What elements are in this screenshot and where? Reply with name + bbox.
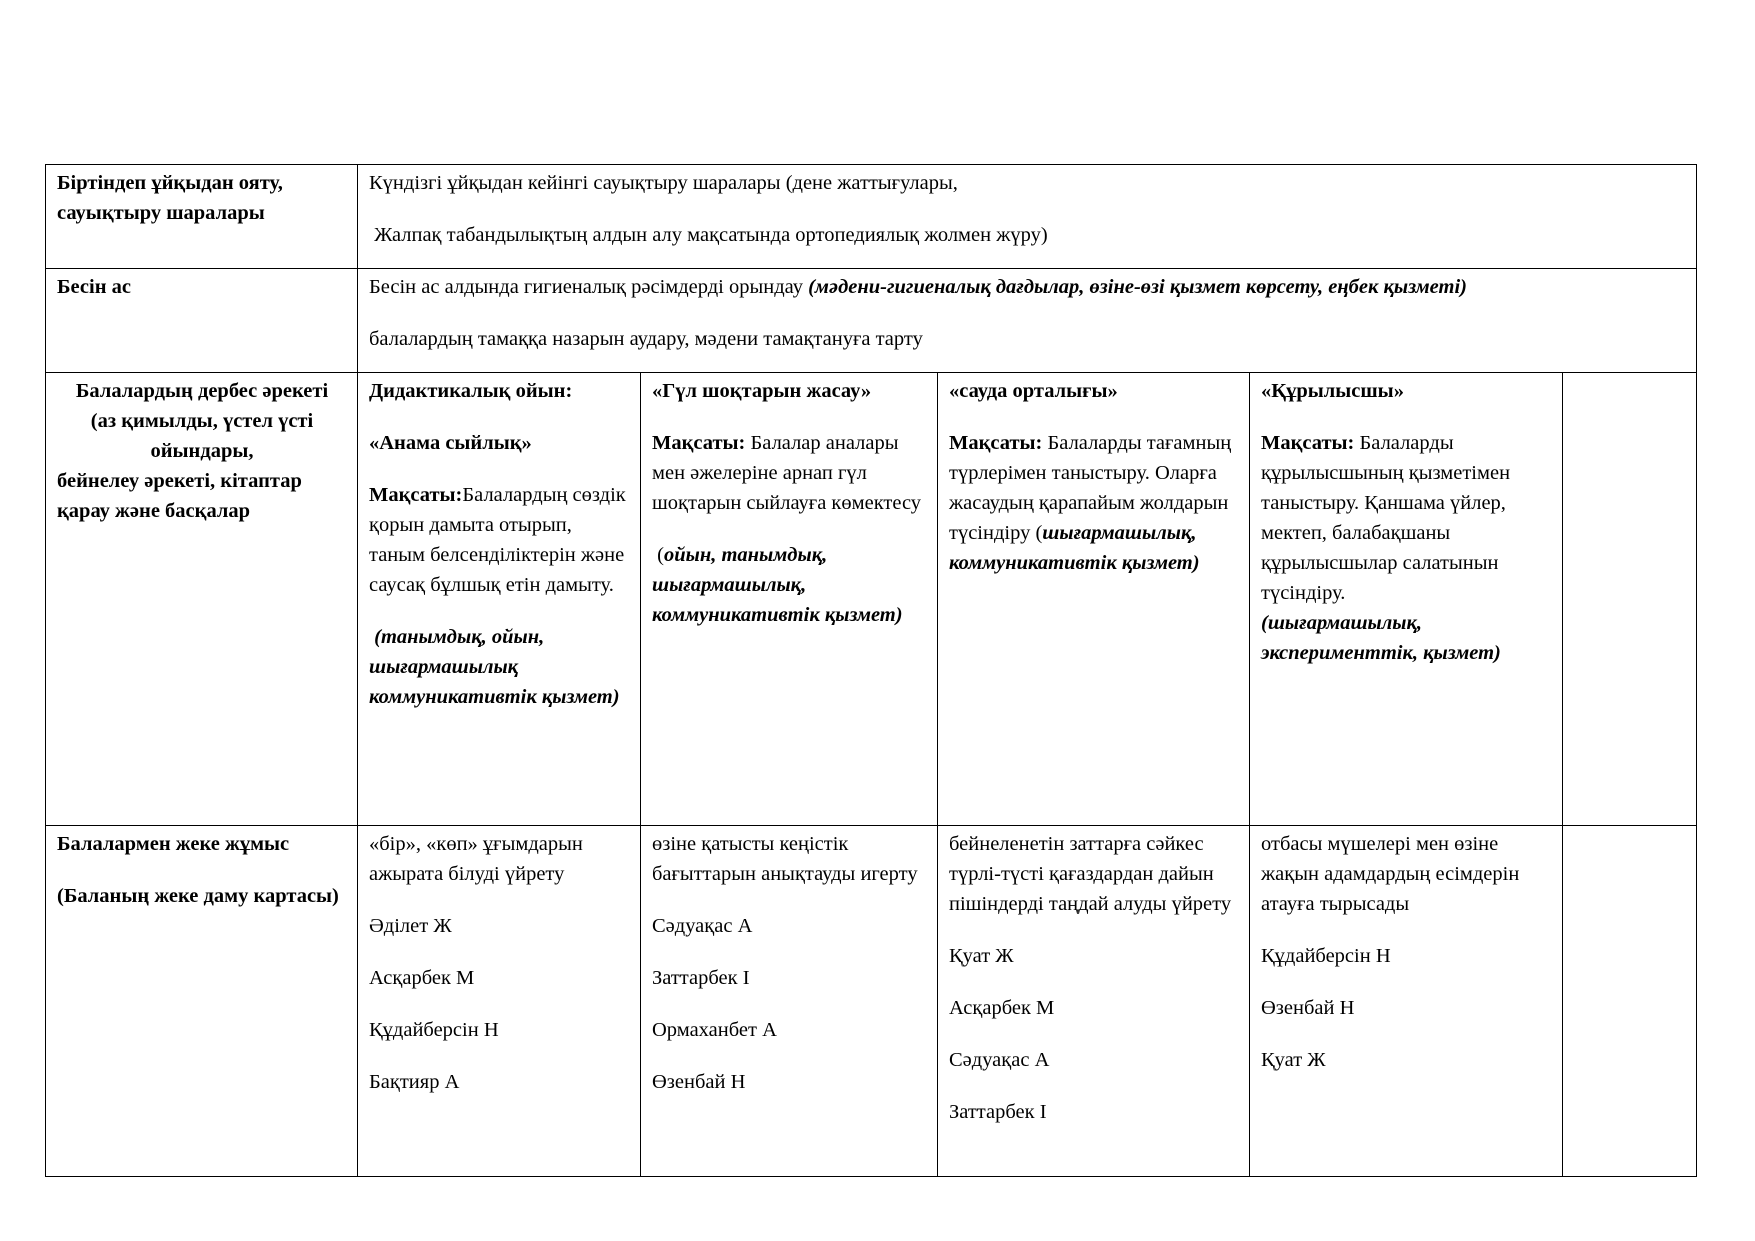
child-name: Бақтияр А xyxy=(369,1071,460,1093)
activity-title-col-4: «Құрылысшы» xyxy=(1261,380,1404,402)
wakeup-line-2: Жалпақ табандылықтың алдын алу мақсатында ортопедиялық жолмен жүру) xyxy=(369,224,1048,246)
activity-tags-prefix-col-2: ( xyxy=(652,544,664,566)
child-name: Қуат Ж xyxy=(949,945,1014,967)
row-snack xyxy=(46,269,1697,373)
individual-task-col-1: «бір», «көп» ұғымдарын ажырата білуді үйрету xyxy=(369,833,583,885)
goal-col-4 xyxy=(1261,428,1552,608)
goal-text-col-4: Балаларды құрылысшының қызметімен таныстыру. Қаншама үйлер, мектеп, балабақшаны құрылысшылар салатынын түсіндіру. xyxy=(1261,432,1511,604)
child-name: Әділет Ж xyxy=(369,915,452,937)
game-name-mother-gift: «Анама сыйлық» xyxy=(369,432,532,454)
goal-col-2 xyxy=(652,428,927,518)
snack-line-1-text: Бесін ас алдында гигиеналық рәсімдерді орындау xyxy=(369,276,809,298)
child-name: Сәдуақас А xyxy=(652,915,753,937)
child-name: Асқарбек М xyxy=(369,967,475,989)
snack-line-2: балалардың тамаққа назарын аудару, мәдени тамақтануға тарту xyxy=(369,328,923,350)
individual-label: Балалармен жеке жұмыс xyxy=(57,833,290,855)
child-name: Құдайберсін Н xyxy=(369,1019,499,1041)
row-independent-activity xyxy=(46,373,1697,826)
snack-content xyxy=(358,269,1697,373)
goal-text-col-2: Балалар аналары мен әжелеріне арнап гүл шоқтарын сыйлауға көмектесу xyxy=(652,432,922,514)
snack-line-1 xyxy=(369,272,1686,302)
activity-tags-col-1: (танымдық, ойын, шығармашылық коммуникативтік қызмет) xyxy=(369,626,620,708)
child-name: Заттарбек І xyxy=(949,1101,1047,1123)
individual-col-1 xyxy=(358,826,641,1177)
independent-label-line-2: (аз қимылды, үстел үсті ойындары, xyxy=(90,410,314,462)
activity-tags-text-col-2: ойын, танымдық, шығармашылық, коммуникативтік қызмет) xyxy=(652,544,903,626)
goal-text-col-1: Балалардың сөздік қорын дамыта отырып, таным белсенділіктерін және саусақ бұлшық етін дамыту. xyxy=(369,484,626,596)
independent-col-empty xyxy=(1563,373,1697,826)
goal-label-col-3: Мақсаты: xyxy=(949,432,1043,454)
independent-label-line-3: бейнелеу әрекеті, кітаптар қарау және басқалар xyxy=(57,470,302,522)
activity-title-col-2: «Гүл шоқтарын жасау» xyxy=(652,380,872,402)
child-name: Қуат Ж xyxy=(1261,1049,1326,1071)
didactic-game-title: Дидактикалық ойын: xyxy=(369,380,573,402)
goal-label-col-4: Мақсаты: xyxy=(1261,432,1355,454)
individual-task-col-4: отбасы мүшелері мен өзіне жақын адамдардың есімдерін атауға тырысады xyxy=(1261,833,1520,915)
child-name: Сәдуақас А xyxy=(949,1049,1050,1071)
individual-col-4 xyxy=(1250,826,1563,1177)
goal-label-col-1: Мақсаты: xyxy=(369,484,463,506)
child-name: Өзенбай Н xyxy=(652,1071,746,1093)
row-wakeup xyxy=(46,165,1697,269)
child-name: Құдайберсін Н xyxy=(1261,945,1391,967)
independent-col-2 xyxy=(641,373,938,826)
row-individual-work xyxy=(46,826,1697,1177)
row-label-independent xyxy=(46,373,358,826)
row-label-individual xyxy=(46,826,358,1177)
individual-task-col-3: бейнеленетін заттарға сәйкес түрлі-түсті қағаздардан дайын пішіндерді таңдай алуды үйрету xyxy=(949,833,1232,915)
child-name: Ормаханбет А xyxy=(652,1019,777,1041)
row-label-wakeup-text: Біртіндеп ұйқыдан ояту, сауықтыру шаралары xyxy=(57,172,283,224)
goal-text-col-3: Балаларды тағамның түрлерімен таныстыру. Оларға жасаудың қарапайым жолдарын түсіндіру ( xyxy=(949,432,1232,544)
goal-label-col-2: Мақсаты: xyxy=(652,432,746,454)
activity-tags-col-4: (шығармашылық, эксперименттік, қызмет) xyxy=(1261,612,1501,664)
row-label-wakeup xyxy=(46,165,358,269)
individual-col-2 xyxy=(641,826,938,1177)
independent-col-3 xyxy=(938,373,1250,826)
activity-tags-col-3: шығармашылық, коммуникативтік қызмет) xyxy=(949,522,1200,574)
individual-col-3 xyxy=(938,826,1250,1177)
row-label-snack-text: Бесін ас xyxy=(57,276,131,298)
individual-task-col-2: өзіне қатысты кеңістік бағыттарын анықтауды игерту xyxy=(652,833,918,885)
independent-col-4 xyxy=(1250,373,1563,826)
individual-sublabel: (Баланың жеке даму картасы) xyxy=(57,885,339,907)
activity-tags-col-2 xyxy=(652,540,927,630)
individual-col-empty xyxy=(1563,826,1697,1177)
wakeup-line-1: Күндізгі ұйқыдан кейінгі сауықтыру шаралары (дене жаттығулары, xyxy=(369,172,958,194)
child-name: Заттарбек І xyxy=(652,967,750,989)
row-label-snack xyxy=(46,269,358,373)
activity-title-col-3: «сауда орталығы» xyxy=(949,380,1118,402)
goal-col-3 xyxy=(949,428,1239,578)
wakeup-content xyxy=(358,165,1697,269)
snack-line-1-tags: (мәдени-гигиеналық дағдылар, өзіне-өзі қызмет көрсету, еңбек қызметі) xyxy=(808,276,1467,298)
independent-col-1 xyxy=(358,373,641,826)
daily-schedule-table xyxy=(45,164,1697,1177)
independent-label-line-1: Балалардың дербес әрекеті xyxy=(75,380,329,402)
child-name: Өзенбай Н xyxy=(1261,997,1355,1019)
goal-col-1 xyxy=(369,480,630,600)
child-name: Асқарбек М xyxy=(949,997,1055,1019)
